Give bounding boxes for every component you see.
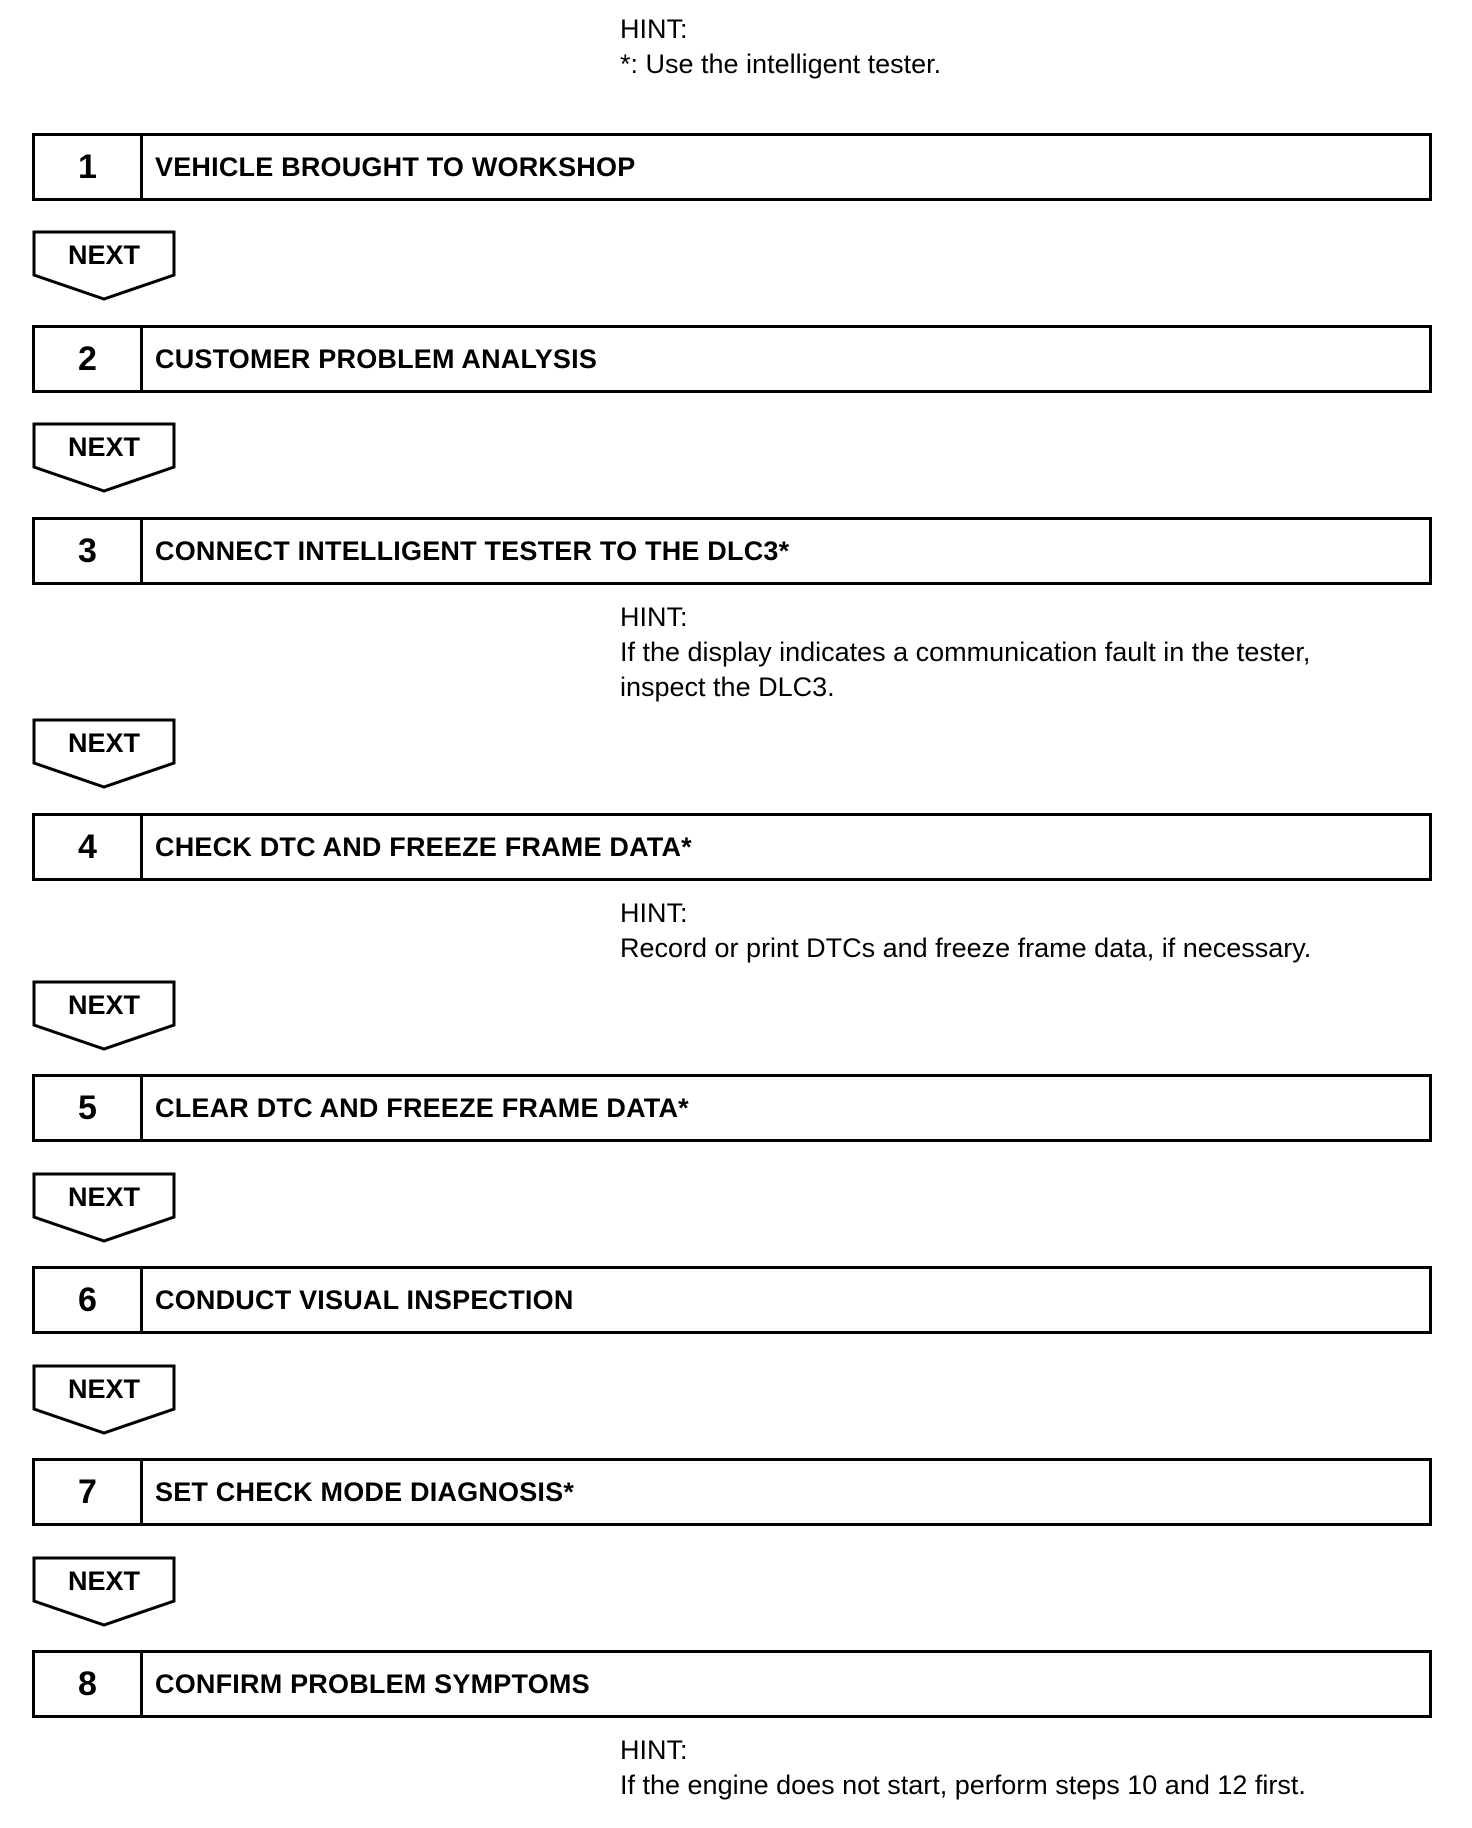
- step-title: VEHICLE BROUGHT TO WORKSHOP: [155, 151, 636, 182]
- step-title: CONFIRM PROBLEM SYMPTOMS: [155, 1668, 590, 1699]
- hint-text: If the engine does not start, perform steps 10 and 12 first.: [620, 1770, 1306, 1800]
- step-number: 4: [35, 816, 143, 878]
- step-title: CONDUCT VISUAL INSPECTION: [155, 1284, 574, 1315]
- next-label: NEXT: [67, 1374, 140, 1404]
- next-arrow-5: [32, 1172, 176, 1244]
- step-number: 8: [35, 1653, 143, 1715]
- step-7: [32, 1458, 1432, 1526]
- hint-label: HINT:: [620, 898, 688, 928]
- step-4-hint: [620, 896, 1440, 966]
- hint-text: inspect the DLC3.: [620, 672, 835, 702]
- next-arrow-2: [32, 422, 176, 494]
- step-3: [32, 517, 1432, 585]
- step-6: [32, 1266, 1432, 1334]
- step-1: [32, 133, 1432, 201]
- step-number: 5: [35, 1077, 143, 1139]
- next-label: NEXT: [67, 1566, 140, 1596]
- hint-label: HINT:: [620, 14, 688, 44]
- next-arrow-1: [32, 230, 176, 302]
- step-title: SET CHECK MODE DIAGNOSIS*: [155, 1476, 575, 1507]
- next-label: NEXT: [67, 728, 140, 758]
- step-number: 6: [35, 1269, 143, 1331]
- next-arrow-4: [32, 980, 176, 1052]
- hint-text: *: Use the intelligent tester.: [620, 49, 942, 79]
- next-label: NEXT: [67, 1182, 140, 1212]
- step-8-hint: [620, 1733, 1440, 1803]
- step-title: CUSTOMER PROBLEM ANALYSIS: [155, 343, 598, 374]
- step-title: CONNECT INTELLIGENT TESTER TO THE DLC3*: [155, 535, 790, 566]
- next-label: NEXT: [67, 990, 140, 1020]
- step-number: 1: [35, 136, 143, 198]
- next-arrow-6: [32, 1364, 176, 1436]
- hint-label: HINT:: [620, 1735, 688, 1765]
- hint-text: Record or print DTCs and freeze frame data, if necessary.: [620, 933, 1312, 963]
- intro-hint: [620, 12, 1440, 82]
- step-title: CHECK DTC AND FREEZE FRAME DATA*: [155, 831, 692, 862]
- next-arrow-7: [32, 1556, 176, 1628]
- next-label: NEXT: [67, 240, 140, 270]
- step-5: [32, 1074, 1432, 1142]
- next-arrow-3: [32, 718, 176, 790]
- step-number: 3: [35, 520, 143, 582]
- step-number: 2: [35, 328, 143, 390]
- hint-label: HINT:: [620, 602, 688, 632]
- step-8: [32, 1650, 1432, 1718]
- next-label: NEXT: [67, 432, 140, 462]
- step-3-hint: [620, 600, 1440, 705]
- step-2: [32, 325, 1432, 393]
- hint-text: If the display indicates a communication fault in the tester,: [620, 637, 1311, 667]
- step-number: 7: [35, 1461, 143, 1523]
- step-4: [32, 813, 1432, 881]
- step-title: CLEAR DTC AND FREEZE FRAME DATA*: [155, 1092, 689, 1123]
